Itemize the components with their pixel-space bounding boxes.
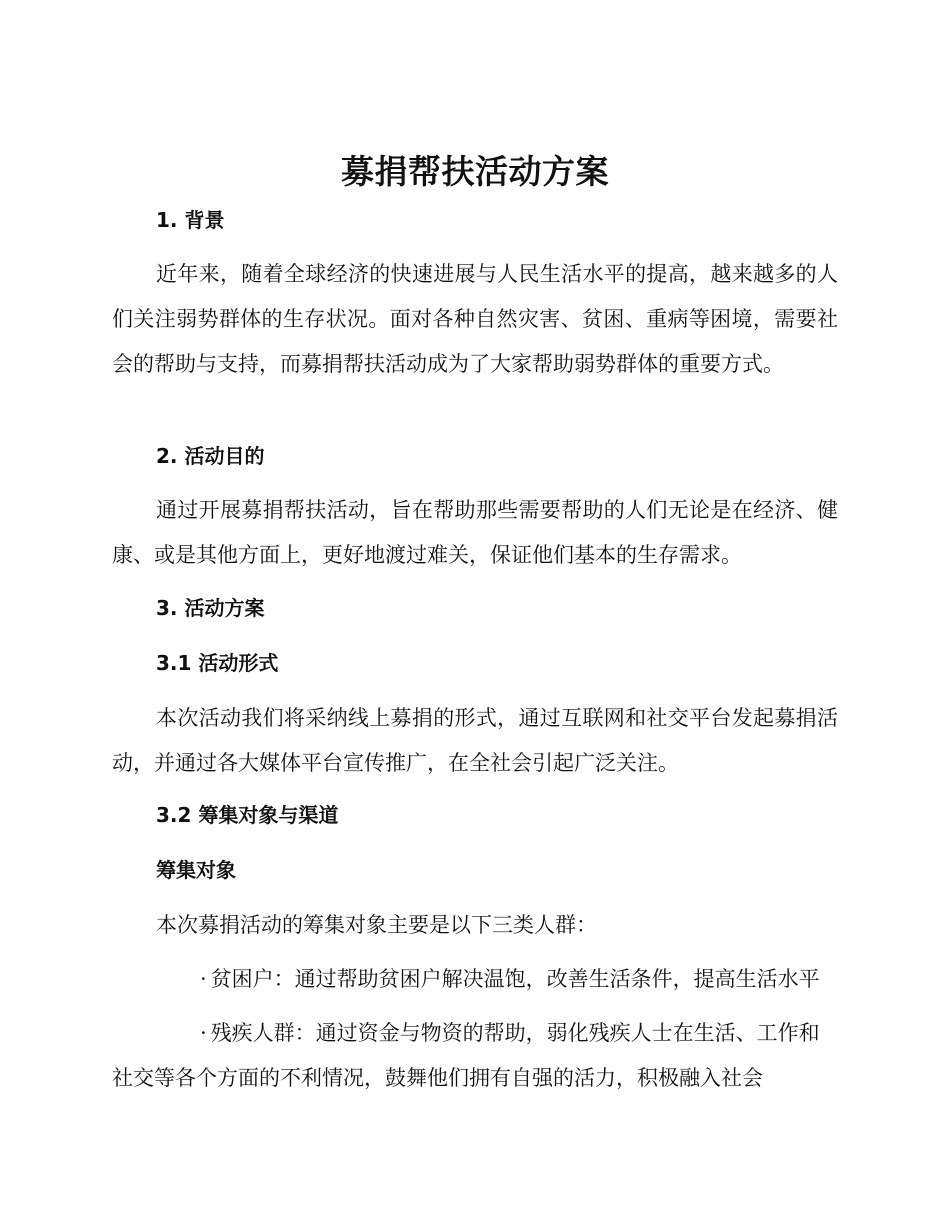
section-heading-form: 3.1 活动形式: [156, 651, 279, 675]
bullet-text: 贫困户：通过帮助贫困户解决温饱，改善生活条件，提高生活水平: [210, 967, 820, 991]
background-paragraph: 近年来，随着全球经济的快速进展与人民生活水平的提高，越来越多的人们关注弱势群体的生存状况。面对各种自然灾害、贫困、重病等困境，需要社会的帮助与支持，而募捐帮扶活动成为了大家帮助弱势群体的重要方式。: [112, 262, 838, 376]
form-paragraph: 本次活动我们将采纳线上募捐的形式，通过互联网和社交平台发起募捐活动，并通过各大媒体平台宣传推广，在全社会引起广泛关注。: [112, 706, 838, 775]
purpose-paragraph: 通过开展募捐帮扶活动，旨在帮助那些需要帮助的人们无论是在经济、健康、或是其他方面上，更好地渡过难关，保证他们基本的生存需求。: [112, 498, 838, 567]
bullet-item-disabled: [112, 1011, 838, 1101]
bullet-dot: ·: [200, 967, 207, 991]
subheading-targets: 筹集对象: [156, 858, 236, 882]
bullet-dot: ·: [200, 1021, 207, 1045]
document-title: 募捐帮扶活动方案: [341, 152, 609, 191]
bullet-item-poor: [112, 957, 838, 1002]
section-heading-targets: 3.2 筹集对象与渠道: [156, 803, 339, 827]
section-heading-background: 1. 背景: [156, 208, 225, 232]
targets-intro: 本次募捐活动的筹集对象主要是以下三类人群：: [156, 913, 597, 937]
section-heading-purpose: 2. 活动目的: [156, 444, 265, 468]
bullet-text: 残疾人群：通过资金与物资的帮助，弱化残疾人士在生活、工作和社交等各个方面的不利情况，鼓舞他们拥有自强的活力，积极融入社会: [112, 1021, 820, 1090]
section-heading-plan: 3. 活动方案: [156, 596, 265, 620]
